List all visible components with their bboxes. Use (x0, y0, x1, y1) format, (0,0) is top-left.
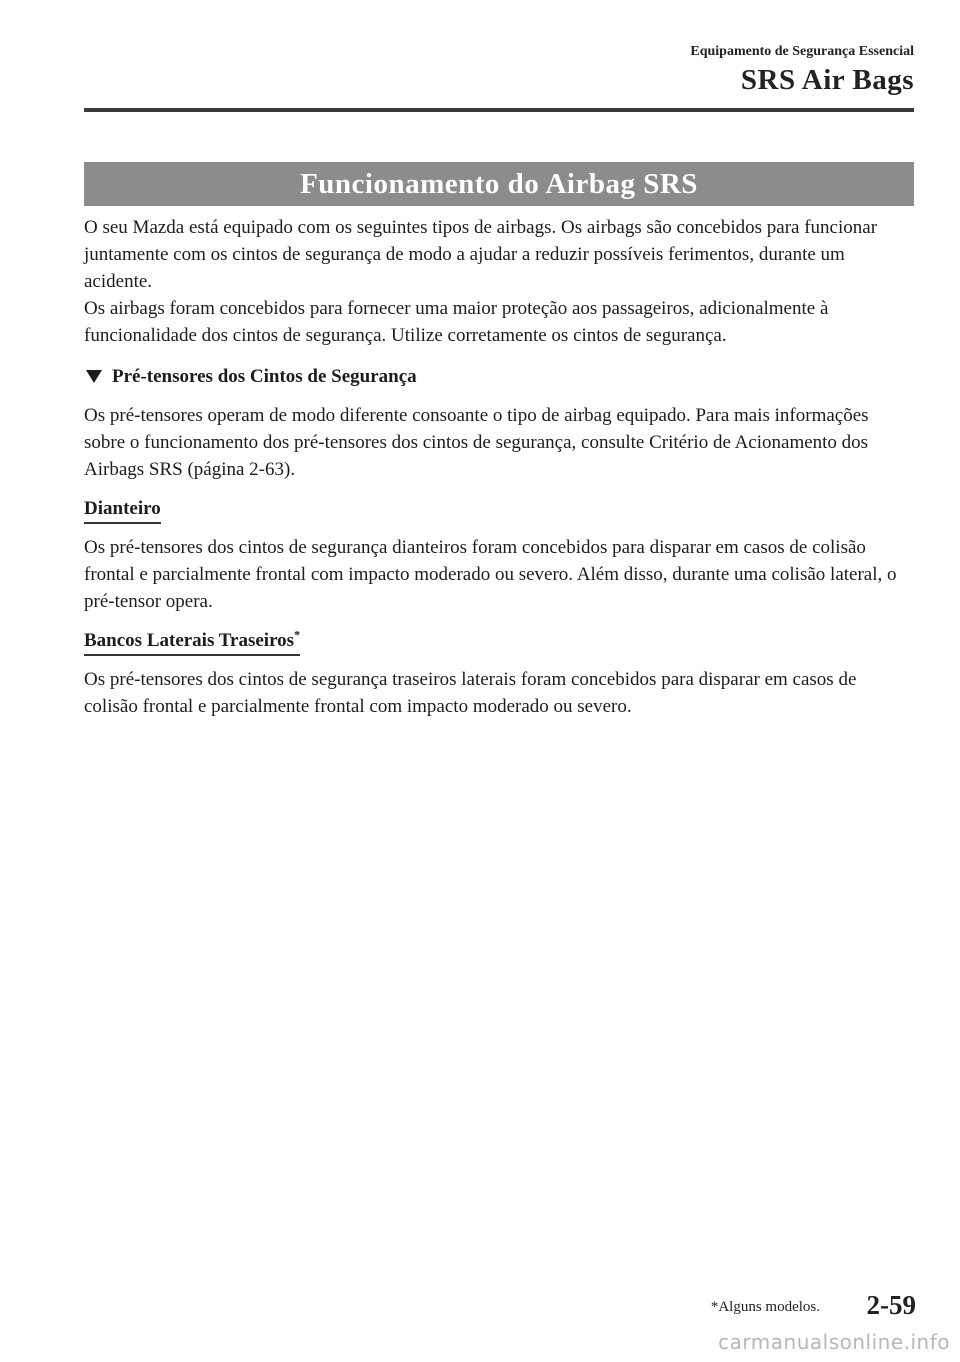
rear-paragraph: Os pré-tensores dos cintos de segurança traseiros laterais foram concebidos para disparar em casos de colisão frontal e parcialmente frontal com impacto moderado ou severo. (84, 669, 857, 717)
subsection-heading (84, 363, 914, 390)
front-paragraph: Os pré-tensores dos cintos de segurança dianteiros foram concebidos para disparar em casos de colisão frontal e parcialmente frontal com impacto moderado ou severo. Além disso, durante uma colisão lateral, o pré-tensor opera. (84, 537, 897, 612)
intro-paragraph-1: O seu Mazda está equipado com os seguintes tipos de airbags. Os airbags são concebidos para funcionar juntamente com os cintos de segurança de modo a ajudar a reduzir possíveis ferimentos, durante um acidente. (84, 217, 878, 292)
page-content (84, 214, 914, 720)
section-title: Funcionamento do Airbag SRS (300, 167, 698, 200)
watermark: carmanualsonline.info (718, 1330, 950, 1354)
page-number: 2-59 (866, 1290, 916, 1320)
section-banner (84, 162, 914, 206)
header-divider (84, 108, 914, 112)
optional-marker: * (294, 627, 301, 642)
chapter-title: Equipamento de Segurança Essencial (690, 44, 914, 59)
triangle-down-icon (86, 370, 102, 383)
footnote: *Alguns modelos. (710, 1299, 820, 1315)
intro-paragraph-2: Os airbags foram concebidos para fornecer uma maior proteção aos passageiros, adicionalmente à funcionalidade dos cintos de segurança. Utilize corretamente os cintos de segurança. (84, 298, 829, 346)
subsection-heading-text: Pré-tensores dos Cintos de Segurança (112, 366, 417, 387)
page-section-title: SRS Air Bags (740, 64, 914, 96)
rear-label (84, 629, 300, 656)
front-label: Dianteiro (84, 497, 161, 524)
pretensioners-paragraph: Os pré-tensores operam de modo diferente consoante o tipo de airbag equipado. Para mais informações sobre o funcionamento dos pré-tensores dos cintos de segurança, consulte Critério de Acionamento dos Airbags SRS (página 2-63). (84, 405, 869, 480)
rear-label-text: Bancos Laterais Traseiros (84, 630, 295, 651)
